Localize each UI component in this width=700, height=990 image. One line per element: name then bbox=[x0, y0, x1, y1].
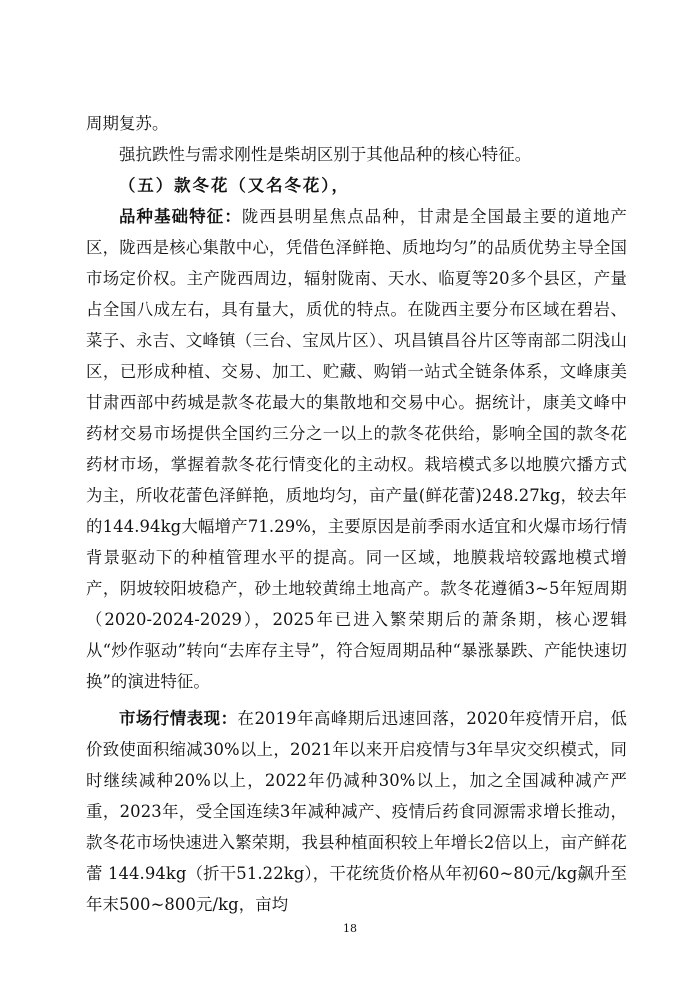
basic-features-label: 品种基础特征： bbox=[119, 207, 242, 226]
basic-features-text: 陇西县明星焦点品种，甘肃是全国最主要的道地产区，陇西是核心集散中心，凭借色泽鲜艳、质地均匀”的品质优势主导全国市场定价权。主产陇西周边，辐射陇南、天水、临夏等20多个县区，产量占全国八成左右，具有量大，质优的特点。在陇西主要分布区域在碧岩、菜子、永吉、文峰镇（三台、宝凤片区）、巩昌镇昌谷片区等南部二阴浅山区，已形成种植、交易、加工、贮藏、购销一站式全链条体系，文峰康美甘肃西部中药城是款冬花最大的集散地和交易中心。据统计，康美文峰中药材交易市场提供全国约三分之一以上的款冬花供给，影响全国的款冬花药材市场，掌握着款冬花行情变化的主动权。栽培模式多以地膜穴播方式为主，所收花蕾色泽鲜艳，质地均匀，亩产量(鲜花蕾)248.27kg，较去年的144.94kg大幅增产71.29%，主要原因是前季雨水适宜和火爆市场行情背景驱动下的种植管理水平的提高。同一区域，地膜栽培较露地模式增产，阴坡较阳坡稳产，砂土地较黄绵土地高产。款冬花遵循3~5年短周期（2020-2024-2029），2025年已进入繁荣期后的萧条期，核心逻辑从“炒作驱动”转向“去库存主导”，符合短周期品种“暴涨暴跌、产能快速切换”的演进特征。 bbox=[86, 207, 628, 691]
page-number: 18 bbox=[343, 922, 357, 935]
paragraph-basic-features bbox=[86, 201, 627, 697]
paragraph-prev-tail: 周期复苏。 bbox=[86, 114, 169, 133]
paragraph-market-performance bbox=[86, 703, 627, 920]
paragraph-core-feature: 强抗跌性与需求刚性是柴胡区别于其他品种的核心特征。 bbox=[119, 145, 532, 164]
section-heading: （五）款冬花（又名冬花）， bbox=[119, 176, 350, 195]
market-performance-text: 在2019年高峰期后迅速回落，2020年疫情开启，低价致使面积缩减30%以上，2021年以来开启疫情与3年旱灾交织模式，同时继续减种20%以上，2022年仍减种30%以上，加之全国减种减产严重，2023年，受全国连续3年减种减产、疫情后药食同源需求增长推动，款冬花市场快速进入繁荣期，我县种植面积较上年增长2倍以上，亩产鲜花蕾 144.94kg（折干51.22kg），干花统货价格从年初60~80元/kg飙升至年末500~800元/kg，亩均 bbox=[86, 709, 627, 914]
market-performance-label: 市场行情表现： bbox=[119, 709, 238, 728]
document-body bbox=[86, 108, 627, 920]
